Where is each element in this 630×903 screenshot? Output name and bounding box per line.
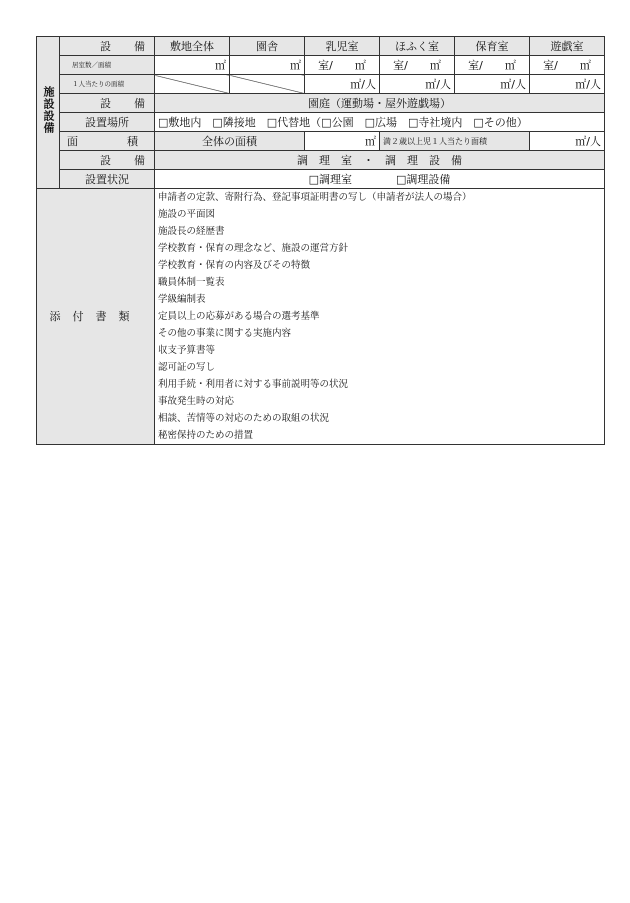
kitchen-header-row — [37, 151, 605, 170]
playground-equipment-label: 設 備 — [60, 94, 155, 113]
infant-room-field[interactable]: 室/ ㎡ — [305, 56, 380, 75]
attachments-label-cell — [37, 189, 155, 445]
attachment-item: 事故発生時の対応 — [158, 396, 235, 407]
equipment-header-row — [37, 37, 605, 56]
header-infant-room: 乳児室 — [305, 37, 380, 56]
header-building: 園舎 — [230, 37, 305, 56]
attachment-item: 学校教育・保育の内容及びその特徴 — [158, 260, 311, 271]
location-row — [37, 113, 605, 132]
header-crawling-room: ほふく室 — [380, 37, 455, 56]
header-site: 敷地全体 — [155, 37, 230, 56]
crawling-room-field[interactable]: 室/ ㎡ — [380, 56, 455, 75]
location-label: 設置場所 — [60, 113, 155, 132]
building-area-field[interactable]: ㎡ — [230, 56, 305, 75]
attachment-item: 収支予算書等 — [158, 345, 216, 356]
attachment-item: 利用手続・利用者に対する事前説明等の状況 — [158, 379, 349, 390]
attachment-item: 秘密保持のための措置 — [158, 430, 254, 441]
attachment-item: 施設の平面図 — [158, 209, 216, 220]
site-per-person-na — [155, 75, 230, 94]
nursery-per-person-field[interactable]: ㎡/人 — [455, 75, 530, 94]
attachment-item: 学校教育・保育の理念など、施設の運営方針 — [158, 243, 349, 254]
kitchen-title: 調 理 室 ・ 調 理 設 備 — [155, 151, 605, 170]
infant-per-person-field[interactable]: ㎡/人 — [305, 75, 380, 94]
attachment-item: 施設長の経歴書 — [158, 226, 225, 237]
crawling-per-person-field[interactable]: ㎡/人 — [380, 75, 455, 94]
kitchen-status-label: 設置状況 — [60, 170, 155, 189]
location-checkboxes[interactable]: □敷地内 □隣接地 □代替地（□公園 □広場 □寺社境内 □その他） — [155, 113, 605, 132]
attachments-label: 添付書類 — [49, 310, 142, 323]
per-person-area-row — [37, 75, 605, 94]
total-area-label: 全体の面積 — [155, 132, 305, 151]
child-area-field[interactable]: ㎡/人 — [530, 132, 605, 151]
total-area-field[interactable]: ㎡ — [305, 132, 380, 151]
attachment-item: 申請者の定款、寄附行為、登記事項証明書の写し（申請者が法人の場合） — [158, 192, 472, 203]
building-per-person-na — [230, 75, 305, 94]
section-title-cell — [37, 37, 60, 189]
header-playroom: 遊戯室 — [530, 37, 605, 56]
kitchen-status-checkboxes[interactable]: □調理室 □調理設備 — [155, 170, 605, 189]
nursery-room-field[interactable]: 室/ ㎡ — [455, 56, 530, 75]
attachment-item: 定員以上の応募がある場合の選考基準 — [158, 311, 320, 322]
site-area-field[interactable]: ㎡ — [155, 56, 230, 75]
attachments-row — [37, 189, 605, 445]
area-label: 面 積 — [60, 132, 155, 151]
child-area-label: 満２歳以上児１人当たり面積 — [380, 132, 530, 151]
attachments-list — [155, 189, 605, 445]
playground-area-row — [37, 132, 605, 151]
playroom-field[interactable]: 室/ ㎡ — [530, 56, 605, 75]
attachment-item: 相談、苦情等の対応のための取組の状況 — [158, 413, 330, 424]
section-title: 施設設備 — [42, 86, 55, 134]
kitchen-status-row — [37, 170, 605, 189]
attachment-item: 認可証の写し — [158, 362, 216, 373]
header-nursery-room: 保育室 — [455, 37, 530, 56]
playground-title: 園庭（運動場・屋外遊戯場） — [155, 94, 605, 113]
attachment-item: 職員体制一覧表 — [158, 277, 225, 288]
facility-form-table — [36, 36, 605, 445]
room-count-area-label: 居室数／面積 — [60, 56, 155, 75]
room-count-area-row — [37, 56, 605, 75]
attachment-item: その他の事業に関する実施内容 — [158, 328, 292, 339]
attachment-item: 学級編制表 — [158, 294, 206, 305]
kitchen-equipment-label: 設 備 — [60, 151, 155, 170]
playroom-per-person-field[interactable]: ㎡/人 — [530, 75, 605, 94]
per-person-area-label: １人当たりの面積 — [60, 75, 155, 94]
playground-header-row — [37, 94, 605, 113]
equipment-label: 設 備 — [60, 37, 155, 56]
